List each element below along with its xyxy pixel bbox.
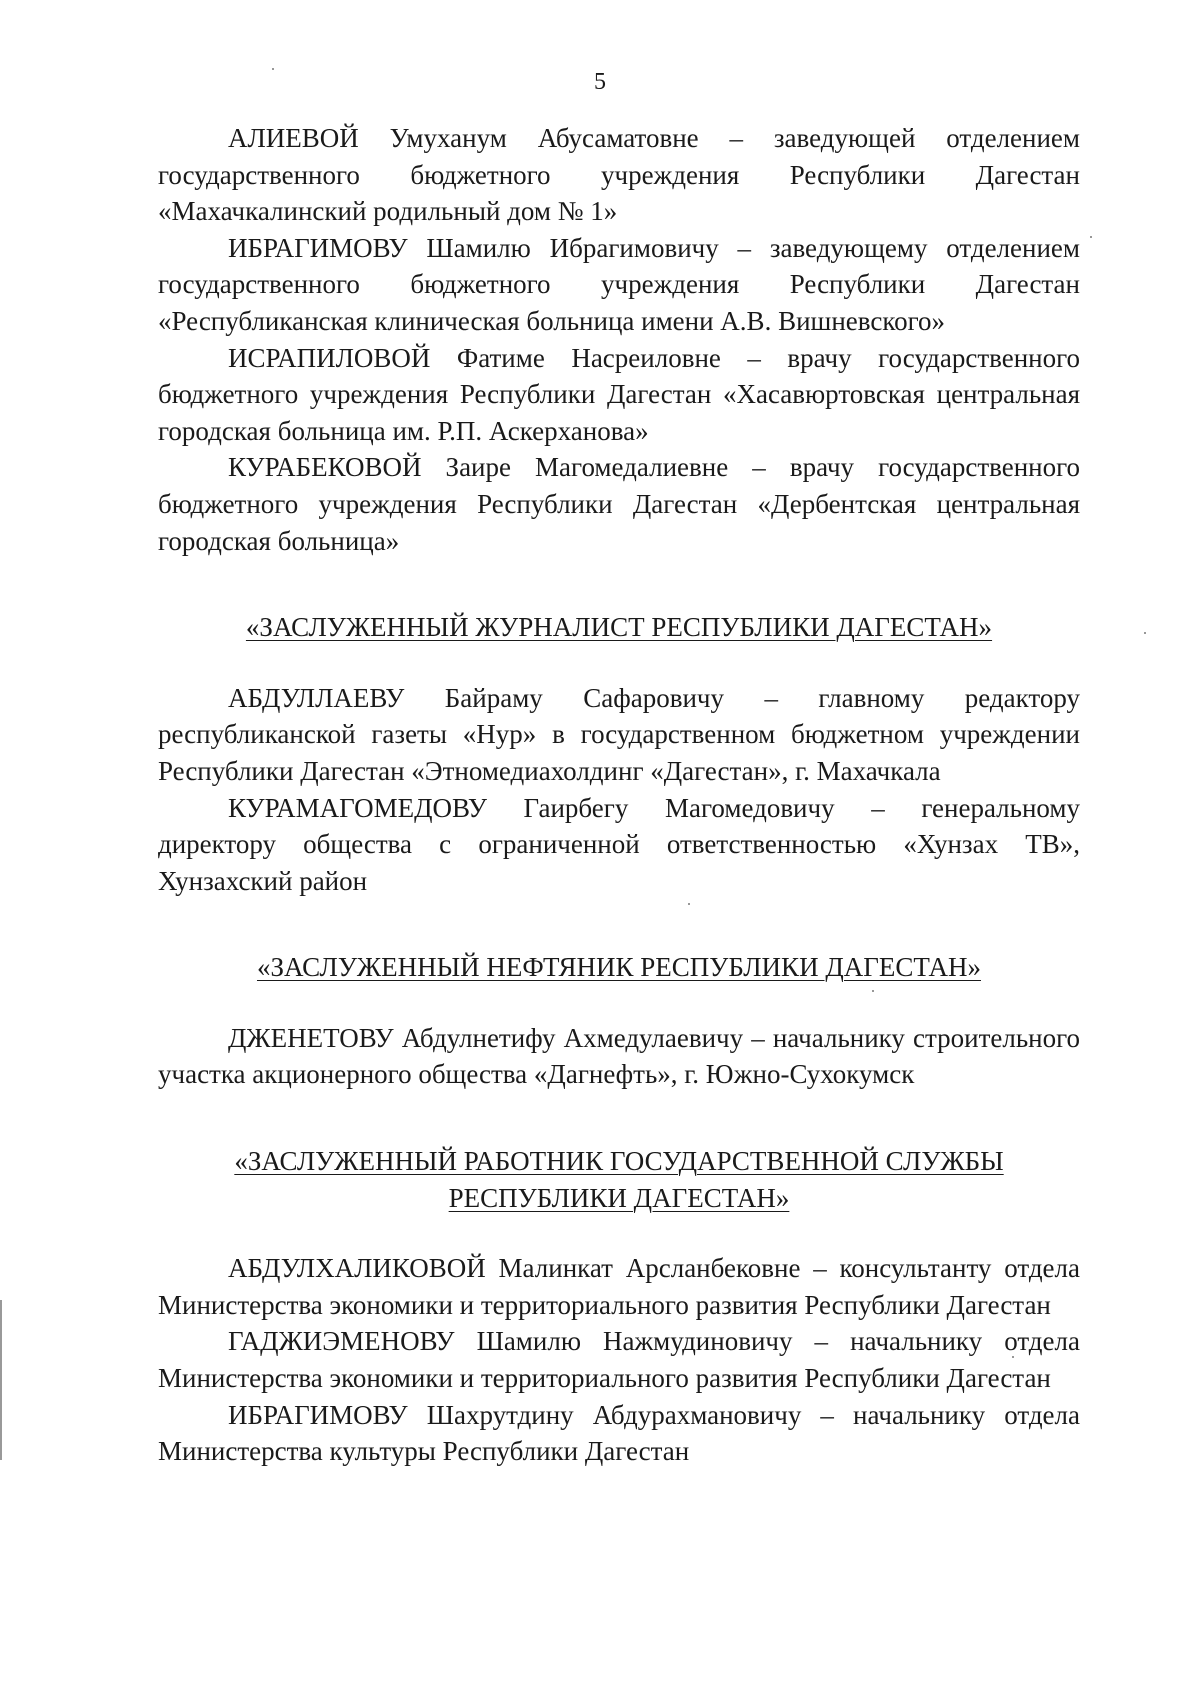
page-number: 5 [594,69,606,95]
scan-speck [1144,632,1146,634]
scan-speck [1090,236,1092,238]
scan-speck [1012,1356,1014,1358]
section-heading-line-2: РЕСПУБЛИКИ ДАГЕСТАН» [448,1182,790,1213]
award-entry: КУРАБЕКОВОЙ Заире Магомедалиевне – врачу государственного бюджетного учреждения Республики Дагестан «Дербентская центральная городская больница» [158,452,1080,556]
award-entry: ИБРАГИМОВУ Шамилю Ибрагимовичу – заведующему отделением государственного бюджетного учреждения Республики Дагестан «Республиканская клиническая больница имени А.В. Вишневского» [158,232,1080,336]
section-heading-line-1: «ЗАСЛУЖЕННЫЙ РАБОТНИК ГОСУДАРСТВЕННОЙ СЛУЖБЫ [234,1146,1004,1177]
award-entry: ИБРАГИМОВУ Шахрутдину Абдурахмановичу – начальнику отдела Министерства культуры Республики Дагестан [158,1399,1080,1467]
scan-speck [688,903,690,905]
section-heading-journalist: «ЗАСЛУЖЕННЫЙ ЖУРНАЛИСТ РЕСПУБЛИКИ ДАГЕСТАН» [245,612,993,643]
document-body [158,120,1080,1470]
award-entry: ДЖЕНЕТОВУ Абдулнетифу Ахмедулаевичу – начальнику строительного участка акционерного общества «Дагнефть», г. Южно-Сухокумск [158,1022,1080,1090]
award-entry: КУРАМАГОМЕДОВУ Гаирбегу Магомедовичу – генеральному директору общества с ограниченной ответственностью «Хунзах ТВ», Хунзахский район [158,792,1080,896]
award-entry: АЛИЕВОЙ Умуханум Абусаматовне – заведующей отделением государственного бюджетного учреждения Республики Дагестан «Махачкалинский родильный дом № 1» [158,123,1080,227]
award-entry: АБДУЛХАЛИКОВОЙ Малинкат Арсланбековне – консультанту отдела Министерства экономики и территориального развития Республики Дагестан [158,1253,1080,1320]
award-entry: АБДУЛЛАЕВУ Байраму Сафаровичу – главному редактору республиканской газеты «Нур» в государственном бюджетном учреждении Республики Дагестан «Этномедиахолдинг «Дагестан», г. Махачкала [158,682,1080,786]
scan-speck [272,68,274,70]
award-entry: ИСРАПИЛОВОЙ Фатиме Насреиловне – врачу государственного бюджетного учреждения Республики Дагестан «Хасавюртовская центральная городская больница им. Р.П. Аскерханова» [158,342,1080,446]
scan-edge-line [0,1300,2,1460]
award-entry: ГАДЖИЭМЕНОВУ Шамилю Нажмудиновичу – начальнику отдела Министерства экономики и территориального развития Республики Дагестан [158,1326,1080,1394]
section-heading-oilman: «ЗАСЛУЖЕННЫЙ НЕФТЯНИК РЕСПУБЛИКИ ДАГЕСТАН» [256,952,981,983]
scan-speck [872,990,874,992]
section-heading-civil-service [158,1143,1080,1216]
